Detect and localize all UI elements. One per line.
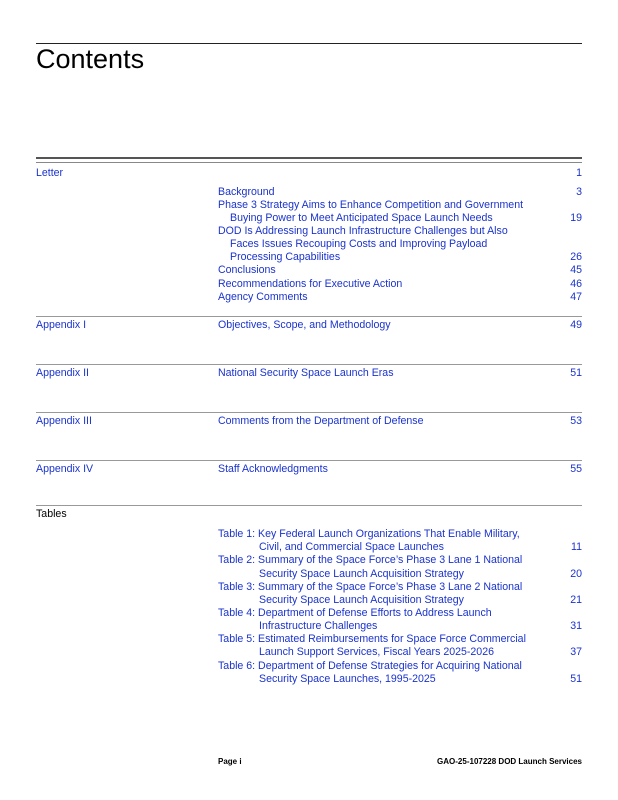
toc-page-agency-comments[interactable]: 47 (570, 291, 582, 303)
toc-entry-agency-comments[interactable]: Agency Comments (218, 291, 308, 303)
toc-letter-page[interactable]: 1 (576, 167, 582, 179)
divider-thin (36, 162, 582, 163)
toc-appendix-4-label[interactable]: Appendix IV (36, 463, 94, 475)
toc-appendix-2-title[interactable]: National Security Space Launch Eras (218, 367, 394, 379)
toc-appendix-1-title[interactable]: Objectives, Scope, and Methodology (218, 319, 391, 331)
toc-table-5-cont[interactable]: Launch Support Services, Fiscal Years 2025-2026 (259, 646, 494, 658)
toc-entry-conclusions[interactable]: Conclusions (218, 264, 276, 276)
divider-appendix-1 (36, 316, 582, 317)
footer-page-number: Page i (218, 757, 242, 766)
toc-table-1-cont[interactable]: Civil, and Commercial Space Launches (259, 541, 444, 553)
toc-table-1[interactable]: Table 1: Key Federal Launch Organizations That Enable Military, (218, 528, 520, 540)
toc-appendix-3-page[interactable]: 53 (570, 415, 582, 427)
tables-section-label: Tables (36, 508, 67, 520)
toc-letter-label[interactable]: Letter (36, 167, 64, 179)
toc-table-6-cont[interactable]: Security Space Launches, 1995-2025 (259, 673, 436, 685)
toc-table-1-page[interactable]: 11 (571, 541, 582, 553)
toc-entry-dod[interactable]: DOD Is Addressing Launch Infrastructure Challenges but Also (218, 225, 508, 237)
toc-appendix-1-page[interactable]: 49 (570, 319, 582, 331)
toc-table-3-page[interactable]: 21 (570, 594, 582, 606)
toc-table-4-page[interactable]: 31 (570, 620, 582, 632)
toc-table-6[interactable]: Table 6: Department of Defense Strategies for Acquiring National (218, 660, 522, 672)
divider-thick (36, 157, 582, 159)
divider-tables (36, 505, 582, 506)
toc-page-recommendations[interactable]: 46 (570, 278, 582, 290)
toc-table-6-page[interactable]: 51 (570, 673, 582, 685)
toc-table-2-page[interactable]: 20 (570, 568, 582, 580)
toc-entry-recommendations[interactable]: Recommendations for Executive Action (218, 278, 403, 290)
page-title: Contents (36, 44, 145, 74)
toc-table-2[interactable]: Table 2: Summary of the Space Force’s Phase 3 Lane 1 National (218, 554, 523, 566)
toc-appendix-4-title[interactable]: Staff Acknowledgments (218, 463, 328, 475)
toc-table-4-cont[interactable]: Infrastructure Challenges (259, 620, 378, 632)
divider-appendix-4 (36, 460, 582, 461)
toc-appendix-3-label[interactable]: Appendix III (36, 415, 92, 427)
toc-appendix-2-page[interactable]: 51 (570, 367, 582, 379)
toc-page-dod[interactable]: 26 (570, 251, 582, 263)
toc-table-4[interactable]: Table 4: Department of Defense Efforts to Address Launch (218, 607, 492, 619)
toc-table-5-page[interactable]: 37 (570, 646, 582, 658)
toc-table-3-cont[interactable]: Security Space Launch Acquisition Strategy (259, 594, 464, 606)
toc-entry-dod-cont1[interactable]: Faces Issues Recouping Costs and Improving Payload (230, 238, 488, 250)
toc-appendix-1-label[interactable]: Appendix I (36, 319, 87, 331)
toc-entry-dod-cont2[interactable]: Processing Capabilities (230, 251, 341, 263)
toc-table-2-cont[interactable]: Security Space Launch Acquisition Strategy (259, 568, 464, 580)
toc-page-phase3[interactable]: 19 (570, 212, 582, 224)
toc-appendix-4-page[interactable]: 55 (570, 463, 582, 475)
divider-appendix-2 (36, 364, 582, 365)
toc-entry-phase3-cont[interactable]: Buying Power to Meet Anticipated Space Launch Needs (230, 212, 493, 224)
footer-report-id: GAO-25-107228 DOD Launch Services (437, 757, 582, 766)
toc-appendix-2-label[interactable]: Appendix II (36, 367, 90, 379)
toc-appendix-3-title[interactable]: Comments from the Department of Defense (218, 415, 424, 427)
toc-page-background[interactable]: 3 (576, 186, 582, 198)
toc-table-3[interactable]: Table 3: Summary of the Space Force’s Phase 3 Lane 2 National (218, 581, 523, 593)
toc-entry-phase3[interactable]: Phase 3 Strategy Aims to Enhance Competition and Government (218, 199, 524, 211)
toc-page-conclusions[interactable]: 45 (570, 264, 582, 276)
divider-appendix-3 (36, 412, 582, 413)
toc-entry-background[interactable]: Background (218, 186, 275, 198)
toc-table-5[interactable]: Table 5: Estimated Reimbursements for Space Force Commercial (218, 633, 526, 645)
